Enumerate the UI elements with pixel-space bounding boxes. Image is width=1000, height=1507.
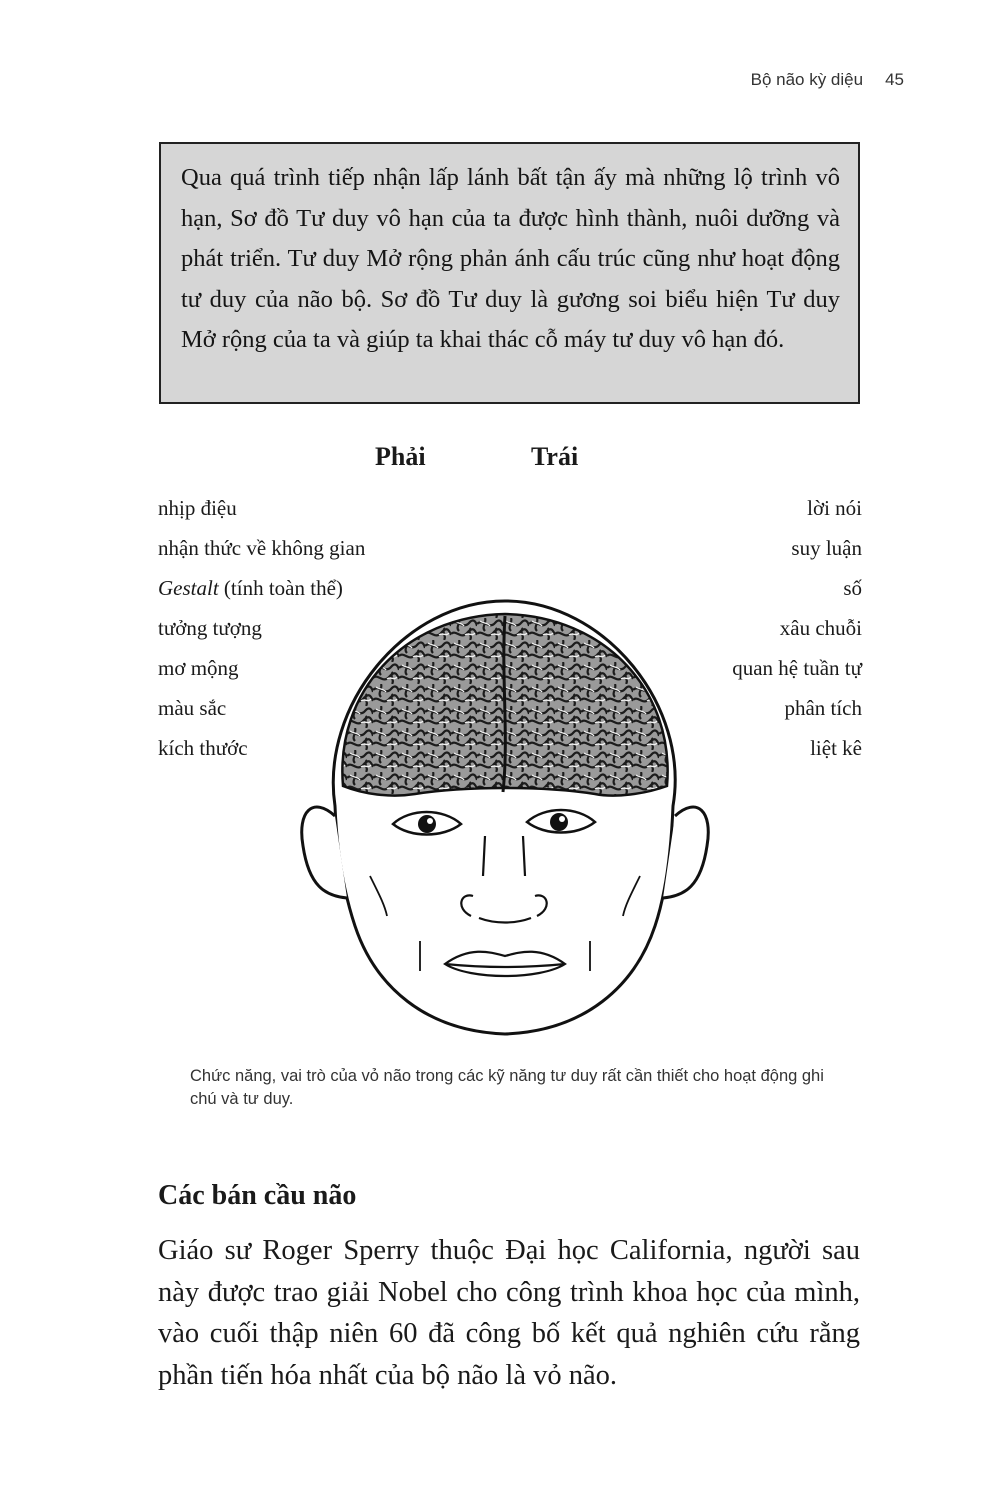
list-item: nhận thức về không gian	[158, 536, 366, 560]
figure-caption: Chức năng, vai trò của vỏ não trong các kỹ năng tư duy rất cần thiết cho hoạt động ghi chú và tư duy.	[190, 1067, 824, 1108]
quote-box	[159, 142, 860, 404]
list-item: mơ mộng	[158, 656, 239, 680]
list-item: số	[843, 576, 862, 600]
body-paragraph: Giáo sư Roger Sperry thuộc Đại học California, người sau này được trao giải Nobel cho công trình khoa học của mình, vào cuối thập niên 60 đã công bố kết quả nghiên cứu rằng phần tiến hóa nhất của bộ não là vỏ não.	[158, 1235, 860, 1391]
gestalt-gloss: (tính toàn thể)	[218, 576, 343, 600]
quote-text: Qua quá trình tiếp nhận lấp lánh bất tận ấy mà những lộ trình vô hạn, Sơ đồ Tư duy vô hạn của ta được hình thành, nuôi dưỡng và phát triển. Tư duy Mở rộng phản ánh cấu trúc cũng như hoạt động tư duy của não bộ. Sơ đồ Tư duy là gương soi biểu hiện Tư duy Mở rộng của ta và giúp ta khai thác cỗ máy tư duy vô hạn đó.	[181, 164, 840, 353]
list-item: quan hệ tuần tự	[732, 656, 862, 680]
page-header	[751, 70, 904, 90]
gestalt-term: Gestalt	[158, 576, 219, 600]
list-item: màu sắc	[158, 696, 227, 720]
left-hemisphere-functions	[732, 488, 862, 768]
right-hemisphere-heading: Phải	[375, 442, 426, 471]
mouth	[445, 952, 565, 976]
head-brain-illustration	[295, 596, 715, 1036]
list-item: liệt kê	[810, 736, 862, 760]
list-item: tưởng tượng	[158, 616, 262, 640]
list-item: phân tích	[784, 696, 862, 720]
list-item: suy luận	[791, 536, 862, 560]
list-item: kích thước	[158, 736, 248, 760]
list-item: lời nói	[807, 496, 862, 520]
running-title: Bộ não kỳ diệu	[750, 70, 864, 89]
section-heading: Các bán cầu não	[158, 1180, 357, 1211]
page-number: 45	[885, 70, 904, 89]
list-item: nhịp điệu	[158, 496, 237, 520]
list-item: xâu chuỗi	[779, 616, 862, 640]
longitudinal-fissure	[503, 616, 505, 792]
left-hemisphere-heading: Trái	[531, 442, 579, 471]
